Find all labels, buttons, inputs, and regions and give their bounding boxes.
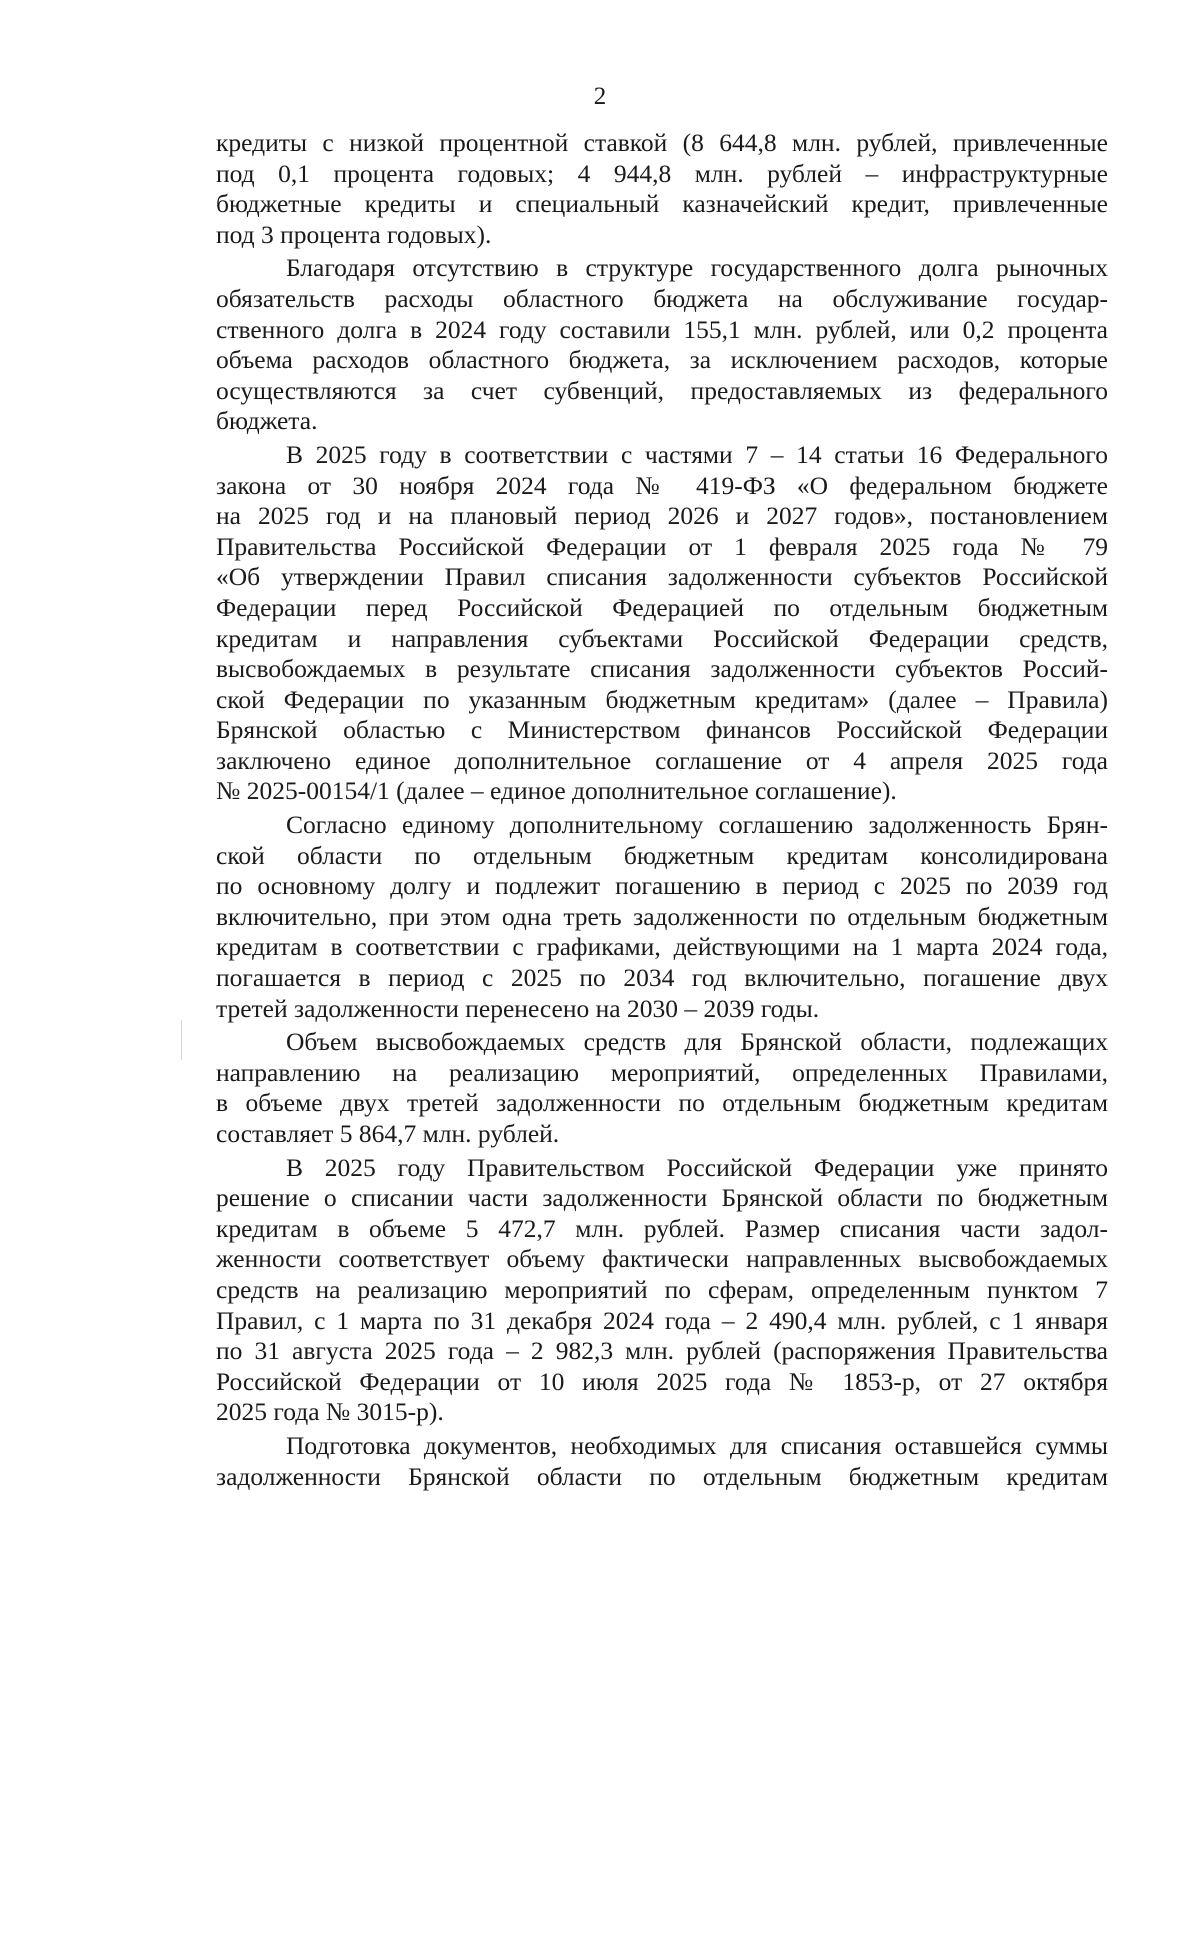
text-line: по 31 августа 2025 года – 2 982,3 млн. рублей (распоряжения Правительства <box>216 1336 1108 1366</box>
text-line: погашается в период с 2025 по 2034 год включительно, погашение двух <box>216 963 1108 993</box>
text-line: Благодаря отсутствию в структуре государственного долга рыночных <box>286 253 1108 283</box>
text-line: Правил, с 1 марта по 31 декабря 2024 года – 2 490,4 млн. рублей, с 1 января <box>216 1305 1108 1335</box>
paragraph <box>216 1153 1108 1428</box>
text-line: высвобождаемых в результате списания задолженности субъектов Россий- <box>216 654 1108 684</box>
text-line: Российской Федерации от 10 июля 2025 года № 1853-р, от 27 октября <box>216 1366 1108 1396</box>
text-line: Согласно единому дополнительному соглашению задолженность Брян- <box>286 810 1108 840</box>
text-line: направлению на реализацию мероприятий, определенных Правилами, <box>216 1057 1108 1087</box>
text-line: Брянской областью с Министерством финансов Российской Федерации <box>216 715 1108 745</box>
text-line: закона от 30 ноября 2024 года № 419-ФЗ «О федеральном бюджете <box>216 470 1108 500</box>
paragraph <box>216 1027 1108 1149</box>
text-line: средств на реализацию мероприятий по сферам, определенным пунктом 7 <box>216 1274 1108 1304</box>
text-line: объема расходов областного бюджета, за исключением расходов, которые <box>216 345 1108 375</box>
text-line: заключено единое дополнительное соглашение от 4 апреля 2025 года <box>216 745 1108 775</box>
text-line: кредитам и направления субъектами Российской Федерации средств, <box>216 623 1108 653</box>
document-body <box>216 128 1108 1495</box>
text-line: Подготовка документов, необходимых для списания оставшейся суммы <box>286 1430 1108 1460</box>
text-line: Федерации перед Российской Федерацией по отдельным бюджетным <box>216 592 1108 622</box>
text-line: Объем высвобождаемых средств для Брянской области, подлежащих <box>286 1027 1108 1057</box>
text-line: на 2025 год и на плановый период 2026 и 2027 годов», постановлением <box>216 501 1108 531</box>
text-line: решение о списании части задолженности Брянской области по бюджетным <box>216 1183 1108 1213</box>
text-line: третей задолженности перенесено на 2030 – 2039 годы. <box>216 993 820 1023</box>
text-line: составляет 5 864,7 млн. рублей. <box>216 1119 560 1148</box>
text-line: в объеме двух третей задолженности по отдельным бюджетным кредитам <box>216 1088 1108 1118</box>
text-line: ственного долга в 2024 году составили 155,1 млн. рублей, или 0,2 процента <box>216 314 1108 344</box>
text-line: ской области по отдельным бюджетным кредитам консолидирована <box>216 840 1108 870</box>
scan-artifact <box>181 1020 182 1060</box>
text-line: кредиты с низкой процентной ставкой (8 644,8 млн. рублей, привлеченные <box>216 128 1108 157</box>
paragraph <box>216 1431 1108 1492</box>
text-line: № 2025-00154/1 (далее – единое дополнительное соглашение). <box>216 776 897 806</box>
text-line: под 3 процента годовых). <box>216 219 492 249</box>
text-line: 2025 года № 3015-р). <box>216 1397 444 1427</box>
text-line: задолженности Брянской области по отдельным бюджетным кредитам <box>216 1461 1108 1491</box>
text-line: В 2025 году в соответствии с частями 7 – 14 статьи 16 Федерального <box>286 439 1108 469</box>
text-line: включительно, при этом одна треть задолженности по отдельным бюджетным <box>216 901 1108 931</box>
text-line: осуществляются за счет субвенций, предоставляемых из федерального <box>216 375 1108 405</box>
text-line: В 2025 году Правительством Российской Федерации уже принято <box>286 1152 1108 1182</box>
text-line: по основному долгу и подлежит погашению в период с 2025 по 2039 год <box>216 871 1108 901</box>
paragraph <box>216 128 1108 250</box>
text-line: «Об утверждении Правил списания задолженности субъектов Российской <box>216 562 1108 592</box>
text-line: обязательств расходы областного бюджета на обслуживание государ- <box>216 283 1108 313</box>
text-line: бюджетные кредиты и специальный казначейский кредит, привлеченные <box>216 189 1108 219</box>
text-line: кредитам в объеме 5 472,7 млн. рублей. Размер списания части задол- <box>216 1213 1108 1243</box>
paragraph <box>216 440 1108 807</box>
text-line: под 0,1 процента годовых; 4 944,8 млн. рублей – инфраструктурные <box>216 158 1108 188</box>
text-line: бюджета. <box>216 406 318 436</box>
paragraph <box>216 253 1108 437</box>
text-line: Правительства Российской Федерации от 1 февраля 2025 года № 79 <box>216 531 1108 561</box>
text-line: кредитам в соответствии с графиками, действующими на 1 марта 2024 года, <box>216 932 1108 962</box>
page-number: 2 <box>593 83 607 110</box>
text-line: женности соответствует объему фактически направленных высвобождаемых <box>216 1244 1108 1274</box>
text-line: ской Федерации по указанным бюджетным кредитам» (далее – Правила) <box>216 684 1108 714</box>
paragraph <box>216 810 1108 1024</box>
